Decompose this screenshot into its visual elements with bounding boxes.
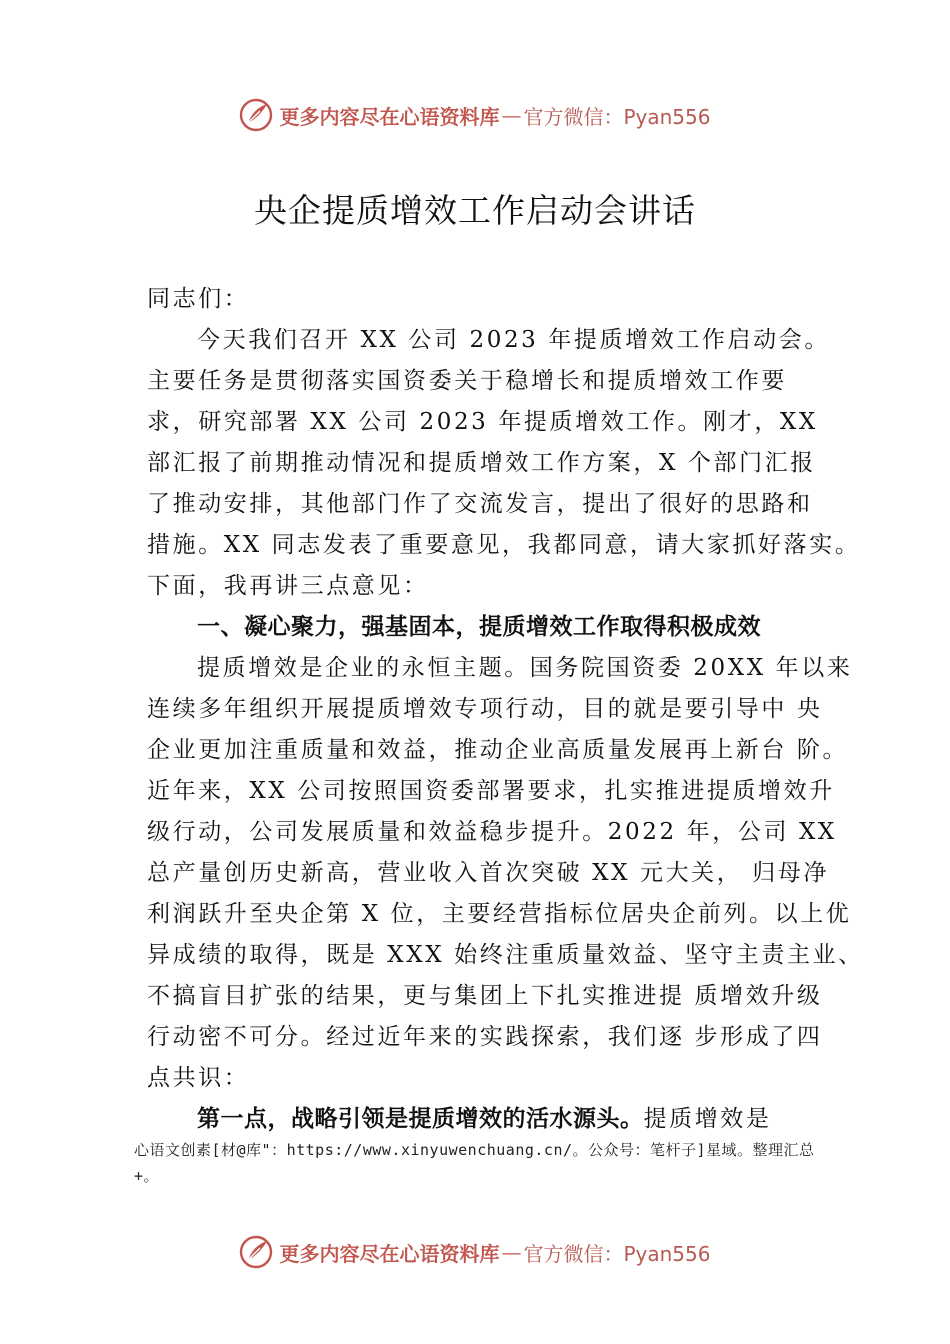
paragraph-line: 主要任务是贯彻落实国资委关于稳增长和提质增效工作要 — [147, 368, 787, 394]
section-heading: 一、凝心聚力，强基固本，提质增效工作取得积极成效 — [197, 614, 761, 640]
footer-note — [134, 1137, 854, 1189]
paragraph-line: 点共识： — [147, 1065, 250, 1091]
header-banner — [0, 93, 950, 137]
point-heading: 第一点，战略引领是提质增效的活水源头。 — [197, 1106, 644, 1132]
footer-line: 心语文创素[材@库"：https://www.xinyuwenchuang.cn/。公众号：笔杆子]星域。整理汇总 — [134, 1141, 815, 1159]
paragraph-line: 提质增效是企业的永恒主题。国务院国资委 20XX 年以来 — [197, 655, 853, 681]
paragraph-line: 总产量创历史新高，营业收入首次突破 XX 元大关， 归母净 — [147, 860, 830, 886]
paragraph-line: 行动密不可分。经过近年来的实践探索，我们逐 步形成了四 — [147, 1024, 823, 1050]
point-text: 提质增效是 — [643, 1106, 772, 1132]
quill-pen-icon — [239, 1235, 273, 1269]
paragraph-line: 级行动，公司发展质量和效益稳步提升。2022 年，公司 XX — [147, 819, 837, 845]
banner-separator: — — [501, 103, 522, 127]
paragraph-line: 近年来，XX 公司按照国资委部署要求，扎实推进提质增效升 — [147, 778, 835, 804]
paragraph-line: 措施。XX 同志发表了重要意见，我都同意，请大家抓好落实。 — [147, 532, 861, 558]
paragraph-line: 下面，我再讲三点意见： — [147, 573, 429, 599]
paragraph-line: 利润跃升至央企第 X 位，主要经营指标位居央企前列。以上优 — [147, 901, 852, 927]
paragraph-line: 了推动安排，其他部门作了交流发言，提出了很好的思路和 — [147, 491, 813, 517]
banner-library-text: 更多内容尽在心语资料库 — [279, 1241, 500, 1266]
quill-pen-icon — [239, 98, 273, 132]
footer-banner — [0, 1230, 950, 1274]
salutation: 同志们： — [147, 286, 250, 312]
paragraph-line: 企业更加注重质量和效益，推动企业高质量发展再上新台 阶。 — [147, 737, 849, 763]
footer-line: +。 — [134, 1167, 160, 1185]
paragraph-line: 不搞盲目扩张的结果，更与集团上下扎实推进提 质增效升级 — [147, 983, 823, 1009]
paragraph-line: 部汇报了前期推动情况和提质增效工作方案，X 个部门汇报 — [147, 450, 816, 476]
point-line — [147, 1099, 847, 1140]
paragraph-line: 异成绩的取得，既是 XXX 始终注重质量效益、坚守主责主业、 — [147, 942, 864, 968]
document-title: 央企提质增效工作启动会讲话 — [254, 191, 696, 230]
banner-library-text: 更多内容尽在心语资料库 — [279, 104, 500, 129]
paragraph-line: 今天我们召开 XX 公司 2023 年提质增效工作启动会。 — [197, 327, 830, 353]
paragraph-line: 求，研究部署 XX 公司 2023 年提质增效工作。刚才，XX — [147, 409, 818, 435]
banner-wechat-text: 官方微信：Pyan556 — [523, 1241, 711, 1266]
banner-separator: — — [501, 1240, 522, 1264]
document-body — [147, 279, 864, 1140]
paragraph-line: 连续多年组织开展提质增效专项行动，目的就是要引导中 央 — [147, 696, 823, 722]
banner-wechat-text: 官方微信：Pyan556 — [523, 104, 711, 129]
